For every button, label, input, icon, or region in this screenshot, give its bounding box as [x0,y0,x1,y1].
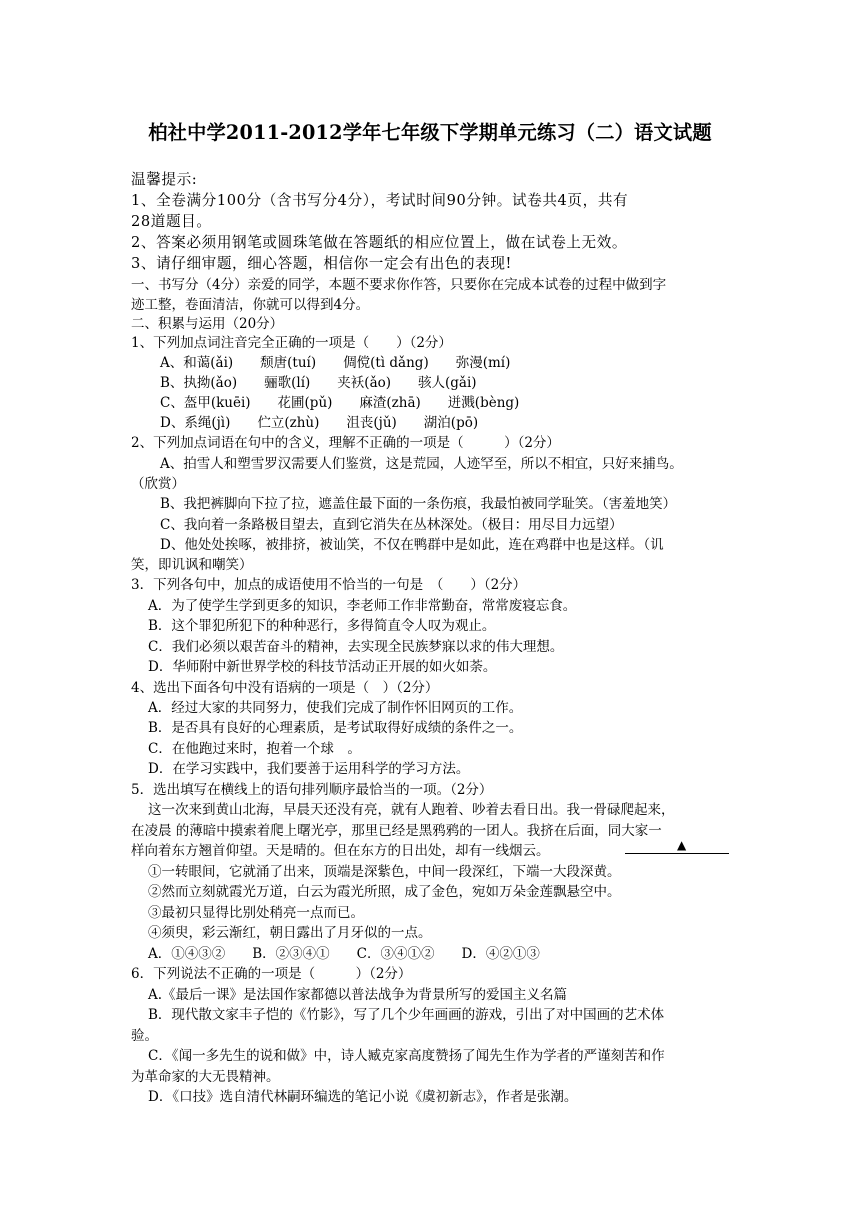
option-line: A、拍雪人和塑雪罗汉需要人们鉴赏，这是荒园，人迹罕至，所以不相宜，只好来捕鸟。 [160,456,683,472]
question-4: 4、选出下面各句中没有语病的一项是（ ）（2分） [131,680,439,696]
tip-line: 2、答案必须用钢笔或圆珠笔做在答题纸的相应位置上，做在试卷上无效。 [131,234,628,251]
option-line: （欣赏） [131,476,185,492]
section-heading: 二、积累与运用（20分） [131,316,284,332]
option-line: A.《最后一课》是法国作家都德以普法战争为背景所写的爱国主义名篇 [148,987,568,1003]
option-line: A．为了使学生学到更多的知识，李老师工作非常勤奋，常常废寝忘食。 [148,598,577,614]
sentence-option: ③最初只显得比别处稍亮一点而已。 [148,905,364,921]
answer-blank-line [625,853,729,854]
option-line: C．在他跑过来时，抱着一个球 。 [148,741,361,757]
option-line: D．华师附中新世界学校的科技节活动正开展的如火如荼。 [148,659,497,675]
sentence-option: ④须臾，彩云渐红，朝日露出了月牙似的一点。 [148,925,432,941]
option-line: B．现代散文家丰子恺的《竹影》，写了几个少年画画的游戏，引出了对中国画的艺术体 [148,1007,665,1023]
option-line: C．《闻一多先生的说和做》中，诗人臧克家高度赞扬了闻先生作为学者的严谨刻苦和作 [148,1048,665,1064]
question-5: 5．选出填写在横线上的语句排列顺序最恰当的一项。（2分） [131,782,493,798]
question-6: 6．下列说法不正确的一项是（ ）（2分） [131,966,412,982]
option-line: A．①④③② B．②③④① C．③④①② D．④②①③ [148,946,540,962]
option-line: D、系绳(jì) 伫立(zhù) 沮丧(jǔ) 湖泊(pō) [160,415,479,431]
sentence-option: ②然而立刻就霞光万道，白云为霞光所照，成了金色，宛如万朵金莲飘悬空中。 [148,884,621,900]
tip-heading: 温馨提示: [131,171,198,188]
option-line: A、和蔼(ǎi) 颓唐(tuí) 倜傥(tì dǎng) 弥漫(mí) [160,355,511,371]
option-line: B．是否具有良好的心理素质，是考试取得好成绩的条件之一。 [148,720,523,736]
option-line: C．我们必须以艰苦奋斗的精神，去实现全民族梦寐以求的伟大理想。 [148,639,564,655]
exam-title: 柏社中学2011-2012学年七年级下学期单元练习（二）语文试题 [148,121,712,144]
triangle-marker-icon: ▲ [677,838,687,852]
sentence-option: ①一转眼间，它就涌了出来，顶端是深紫色，中间一段深红，下端一大段深黄。 [148,864,621,880]
option-line: 笑，即讥讽和嘲笑） [131,557,253,573]
option-line: B、执拗(ǎo) 骊歌(lí) 夹袄(ǎo) 骇人(gǎi) [160,375,477,391]
question-3: 3．下列各句中，加点的成语使用不恰当的一句是 （ ）（2分） [131,577,527,593]
section-heading: 一、书写分（4分）亲爱的同学，本题不要求你作答，只要你在完成本试卷的过程中做到字 [131,277,667,293]
option-line: 验。 [131,1028,158,1044]
question-2: 2、下列加点词语在句中的含义，理解不正确的一项是（ ）（2分） [131,435,560,451]
passage-line: 样向着东方翘首仰望。天是晴的。但在东方的日出处，却有一线烟云。 [131,843,550,859]
passage-line: 在凌晨 的薄暗中摸索着爬上曙光亭，那里已经是黑鸦鸦的一团人。我挤在后面，同大家一 [131,823,662,839]
option-line: D．《口技》选自清代林嗣环编选的笔记小说《虞初新志》，作者是张潮。 [148,1089,578,1105]
tip-line: 3、请仔细审题，细心答题，相信你一定会有出色的表现! [131,255,513,272]
tip-line: 28道题目。 [131,213,212,230]
option-line: B．这个罪犯所犯下的种种恶行，多得简直令人叹为观止。 [148,618,496,634]
option-line: C、我向着一条路极目望去，直到它消失在丛林深处。（极目：用尽目力远望） [160,517,623,533]
option-line: B、我把裤脚向下拉了拉，遮盖住最下面的一条伤痕，我最怕被同学耻笑。（害羞地笑） [160,496,677,512]
option-line: D、他处处挨啄，被排挤，被讪笑，不仅在鸭群中是如此，连在鸡群中也是这样。（讥 [160,537,664,553]
tip-line: 1、全卷满分100分（含书写分4分），考试时间90分钟。试卷共4页，共有 [131,192,629,209]
question-1: 1、下列加点词注音完全正确的一项是（ ）（2分） [131,335,452,351]
passage-line: 这一次来到黄山北海，早晨天还没有亮，就有人跑着、吵着去看日出。我一骨碌爬起来， [148,802,675,818]
option-line: A．经过大家的共同努力，使我们完成了制作怀旧网页的工作。 [148,700,523,716]
text-line: 迹工整，卷面清洁，你就可以得到4分。 [131,297,370,313]
option-line: C、盔甲(kuēi) 花圃(pǔ) 麻渣(zhā) 迸溅(bèng) [160,395,520,411]
option-line: 为革命家的大无畏精神。 [131,1069,280,1085]
option-line: D．在学习实践中，我们要善于运用科学的学习方法。 [148,761,470,777]
